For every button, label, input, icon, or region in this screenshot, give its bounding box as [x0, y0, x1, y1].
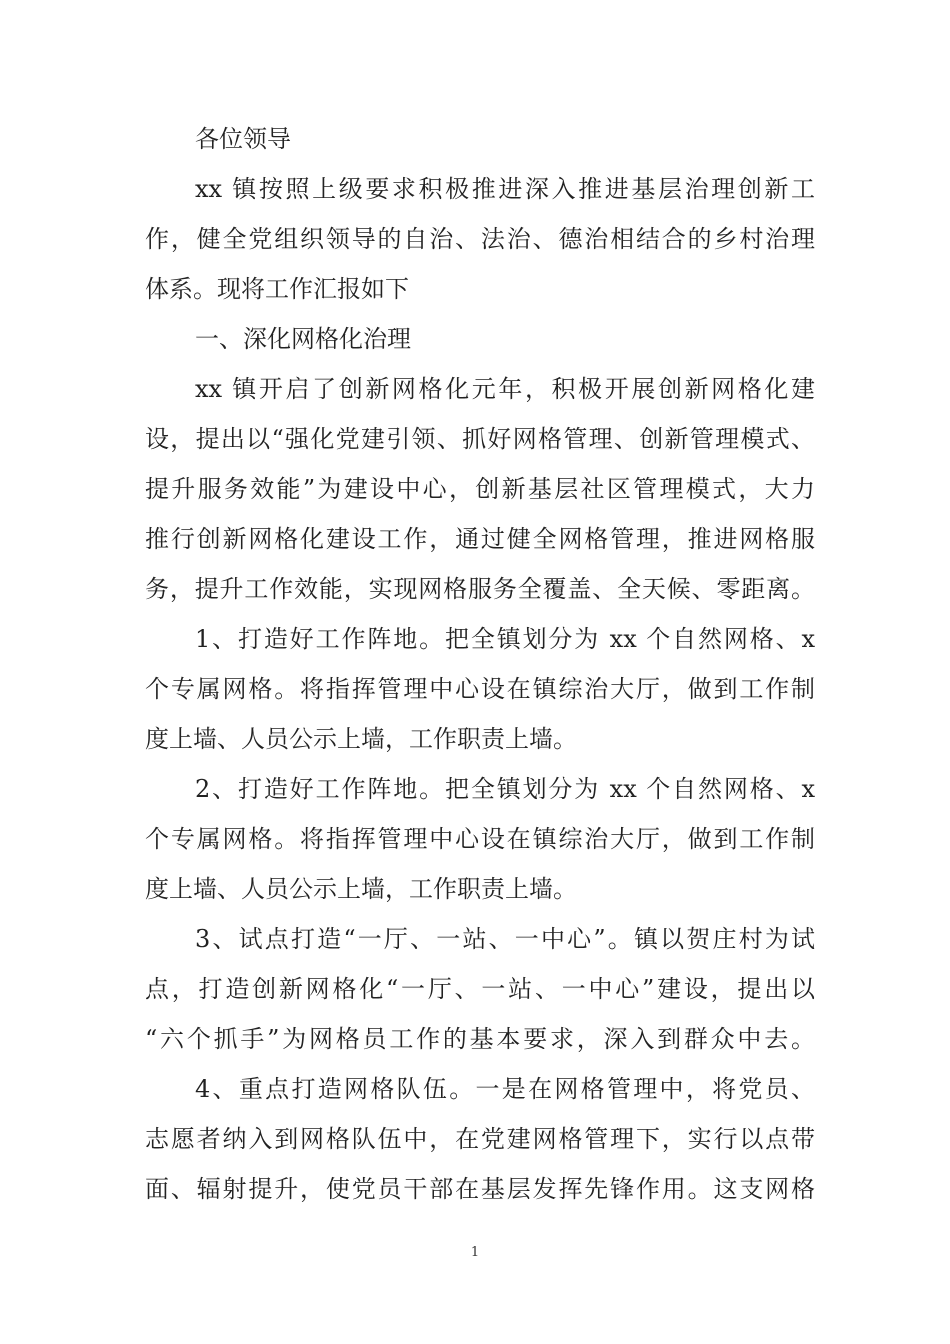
text-line: xx 镇开启了创新网格化元年，积极开展创新网格化建	[195, 375, 815, 403]
text-line: 2、打造好工作阵地。把全镇划分为 xx 个自然网格、x	[195, 775, 815, 803]
text-line: “六个抓手”为网格员工作的基本要求，深入到群众中去。	[145, 1025, 815, 1053]
text-line: 1、打造好工作阵地。把全镇划分为 xx 个自然网格、x	[195, 625, 815, 653]
text-line: 度上墙、人员公示上墙，工作职责上墙。	[145, 875, 577, 903]
text-line: 度上墙、人员公示上墙，工作职责上墙。	[145, 725, 577, 753]
text-line: 点，打造创新网格化“一厅、一站、一中心”建设，提出以	[145, 975, 815, 1003]
text-line: 体系。现将工作汇报如下	[145, 275, 409, 303]
page-number: 1	[470, 1245, 480, 1260]
document-body	[145, 114, 815, 1214]
text-line: 各位领导	[195, 125, 291, 153]
text-line: 3、试点打造“一厅、一站、一中心”。镇以贺庄村为试	[195, 925, 815, 953]
text-line: 设，提出以“强化党建引领、抓好网格管理、创新管理模式、	[145, 425, 815, 453]
text-line: 面、辐射提升，使党员干部在基层发挥先锋作用。这支网格	[145, 1175, 815, 1203]
text-line: 个专属网格。将指挥管理中心设在镇综治大厅，做到工作制	[145, 675, 815, 703]
text-line: 作，健全党组织领导的自治、法治、德治相结合的乡村治理	[145, 225, 815, 253]
text-line: 务，提升工作效能，实现网格服务全覆盖、全天候、零距离。	[145, 575, 815, 603]
text-line: 个专属网格。将指挥管理中心设在镇综治大厅，做到工作制	[145, 825, 815, 853]
text-line: 推行创新网格化建设工作，通过健全网格管理，推进网格服	[145, 525, 815, 553]
text-line: 提升服务效能”为建设中心，创新基层社区管理模式，大力	[145, 475, 815, 503]
text-line: xx 镇按照上级要求积极推进深入推进基层治理创新工	[195, 175, 815, 203]
text-line: 一、深化网格化治理	[195, 325, 411, 353]
text-line: 4、重点打造网格队伍。一是在网格管理中，将党员、	[195, 1075, 815, 1103]
text-line: 志愿者纳入到网格队伍中，在党建网格管理下，实行以点带	[145, 1125, 815, 1153]
